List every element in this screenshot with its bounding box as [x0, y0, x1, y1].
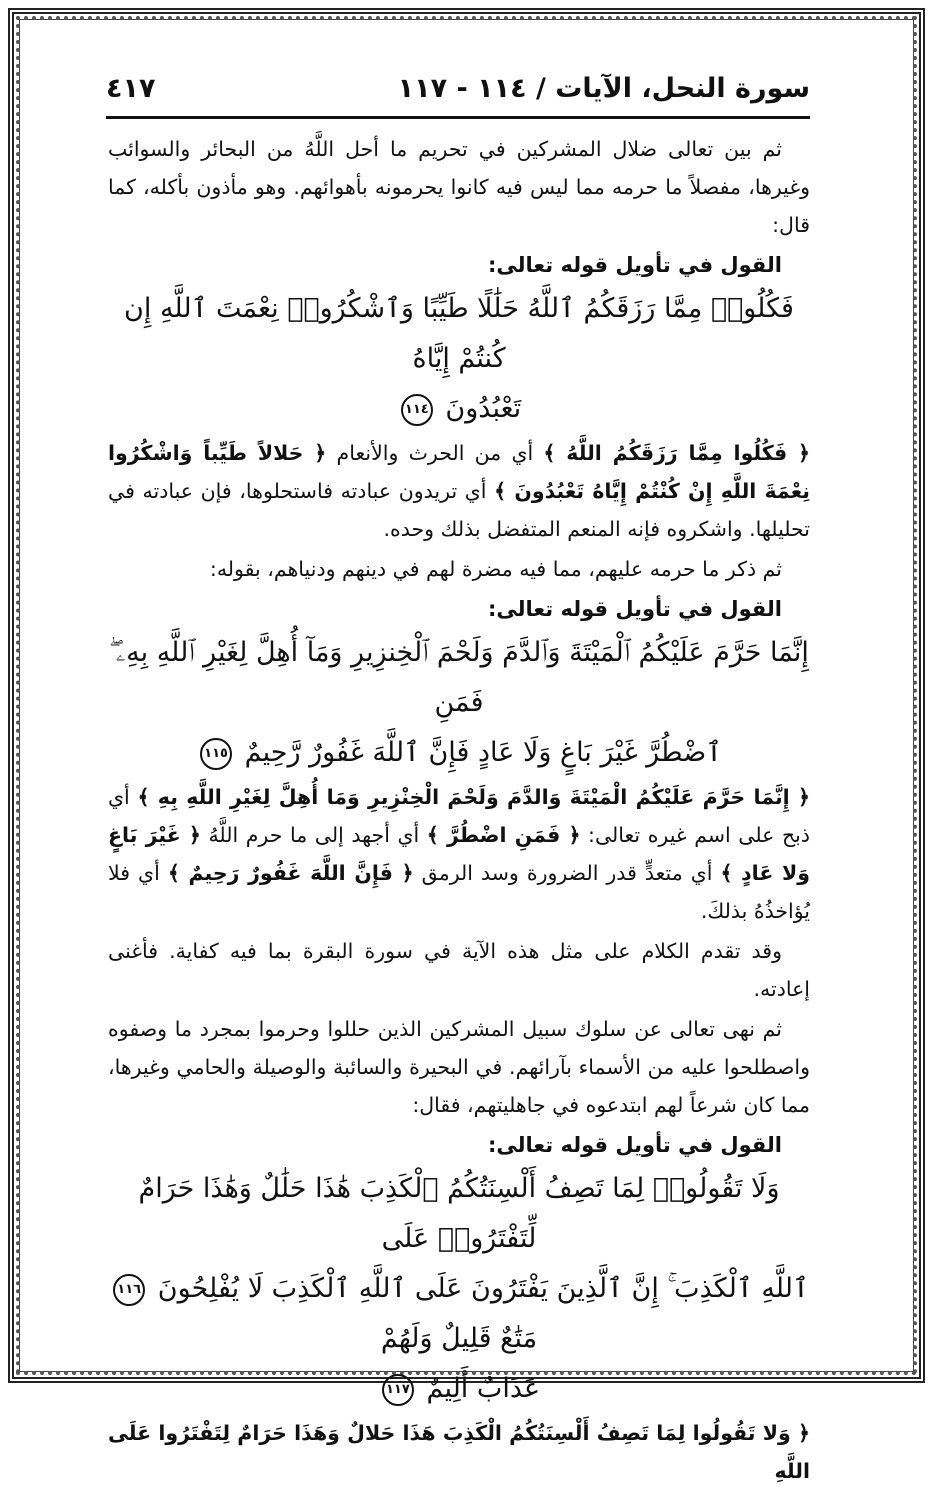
verse-115-line-2: [108, 728, 810, 778]
quote-114-a: ﴿ فَكُلُوا مِمَّا رَزَقَكُمُ اللَّهُ ﴾: [543, 441, 810, 465]
paragraph-transition-115: ثم ذكر ما حرمه عليهم، مما فيه مضرة لهم في دينهم ودنياهم، بقوله:: [209, 557, 782, 581]
paragraph-intro: ثم بين تعالى ضلال المشركين في تحريم ما أحل اللَّهُ من البحائر والسوائب وغيرها، مفصلاً ما حرمه مما ليس فيه كانوا يحرمونه بأهوائهم. وهو مأذون بأكله، كما قال:: [108, 137, 810, 237]
verse-115-line-1: إِنَّمَا حَرَّمَ عَلَيْكُمُ ٱلْمَيْتَةَ وَٱلدَّمَ وَلَحْمَ ٱلْخِنزِيرِ وَمَآ أُهِلَّ لِغَيْرِ ٱللَّهِ بِهِۦ ۖ فَمَنِ: [109, 637, 809, 718]
surah-title: سورة النحل، الآيات / ١١٤ - ١١٧: [397, 73, 810, 104]
verse-116-line-2: [108, 1264, 810, 1364]
section-heading-3: القول في تأويل قوله تعالى:: [488, 1133, 782, 1157]
verse-number-116: ١١٦: [113, 1274, 145, 1306]
page-number: ٤١٧: [106, 73, 156, 104]
commentary-115-a: أي ذبح على اسم غيره تعالى:: [108, 785, 811, 847]
quote-115-b: ﴿ فَمَنِ اضْطُرَّ ﴾: [426, 823, 581, 847]
verse-number-117: ١١٧: [382, 1374, 414, 1406]
commentary-115-d: أي فلا يُؤاخذُهُ بذلكَ.: [108, 861, 810, 923]
verse-116-text: ٱللَّهِ ٱلْكَذِبَ ۚ إِنَّ ٱلَّذِينَ يَفْتَرُونَ عَلَى ٱللَّهِ ٱلْكَذِبَ لَا يُفْلِحُونَ: [157, 1273, 809, 1304]
verse-117-text-start: مَتَٰعٌ قَلِيلٌ وَلَهُمْ: [380, 1323, 538, 1354]
verse-115-text: ٱضْطُرَّ غَيْرَ بَاغٍ وَلَا عَادٍ فَإِنَّ ٱللَّهَ غَفُورٌ رَّحِيمٌ: [244, 737, 722, 768]
paragraph-commentary-115: [108, 778, 810, 930]
section-heading-2: القول في تأويل قوله تعالى:: [488, 597, 782, 621]
verse-114-line-1: فَكُلُوا۟ مِمَّا رَزَقَكُمُ ٱللَّهُ حَلَٰلًا طَيِّبًا وَٱشْكُرُوا۟ نِعْمَتَ ٱللَّهِ إِن كُنتُمْ إِيَّاهُ: [124, 293, 794, 374]
section-heading-1: القول في تأويل قوله تعالى:: [488, 253, 782, 277]
paragraph-reference-note: وقد تقدم الكلام على مثل هذه الآية في سورة البقرة بما فيه كفاية. فأغنى إعادته.: [108, 939, 810, 1001]
verse-117-text-end: عَذَابٌ أَلِيمٌ: [426, 1373, 541, 1404]
commentary-115-b: أي أجهد إلى ما حرم اللَّهُ: [200, 823, 427, 847]
verse-117-line: [108, 1364, 810, 1414]
commentary-114-a: أي من الحرث والأنعام: [326, 441, 544, 465]
commentary-114-b: أي تريدون عبادته فاستحلوها، فإن عبادته في تحليلها. واشكروه فإنه المنعم المتفضل بذلك وحده.: [108, 479, 810, 541]
paragraph-commentary-114: [108, 434, 810, 548]
page-header: [106, 74, 810, 119]
page-content: [108, 130, 811, 1483]
verse-number-115: ١١٥: [200, 738, 232, 770]
quote-115-c: ﴿ غَيْرَ بَاغٍ وَلا عَادٍ ﴾: [108, 823, 810, 885]
quran-verse-115: [108, 628, 810, 778]
verse-116-line-1: وَلَا تَقُولُوا۟ لِمَا تَصِفُ أَلْسِنَتُكُمُ ٱلْكَذِبَ هَٰذَا حَلَٰلٌ وَهَٰذَا حَرَامٌ لِّتَفْتَرُوا۟ عَلَى: [138, 1173, 780, 1254]
paragraph-transition-116: ثم نهى تعالى عن سلوك سبيل المشركين الذين حللوا وحرموا بمجرد ما وصفوه واصطلحوا عليه من الأسماء بآرائهم. في البحيرة والسائبة والوصيلة والحامي وغيرها، مما كان شرعاً لهم ابتدعوه في جاهليتهم، فقال:: [108, 1017, 810, 1117]
quote-115-a: ﴿ إِنَّمَا حَرَّمَ عَلَيْكُمُ الْمَيْتَةَ وَالدَّمَ وَلَحْمَ الْخِنْزِيرِ وَمَا أُهِلَّ لِغَيْرِ اللَّهِ بِهِ ﴾: [137, 785, 810, 809]
commentary-115-c: أي متعدٍّ قدر الضرورة وسد الرمق: [413, 861, 721, 885]
quran-verse-116-117: [108, 1164, 810, 1414]
verse-114-text: تَعْبُدُونَ: [445, 393, 522, 424]
paragraph-commentary-116-start: ﴿ وَلا تَقُولُوا لِمَا تَصِفُ أَلْسِنَتُكُمُ الْكَذِبَ هَذَا حَلالٌ وَهَذَا حَرَامٌ لِتَفْتَرُوا عَلَى اللَّهِ: [108, 1421, 810, 1483]
quote-115-d: ﴿ فَإِنَّ اللَّهَ غَفُورٌ رَحِيمٌ ﴾: [167, 861, 414, 885]
quran-verse-114: [108, 284, 810, 434]
quote-114-b: ﴿ حَلالاً طَيِّباً وَاشْكُرُوا نِعْمَةَ اللَّهِ إِنْ كُنْتُمْ إِيَّاهُ تَعْبُدُونَ ﴾: [108, 441, 810, 503]
verse-114-line-2: [108, 384, 810, 434]
verse-number-114: ١١٤: [401, 394, 433, 426]
